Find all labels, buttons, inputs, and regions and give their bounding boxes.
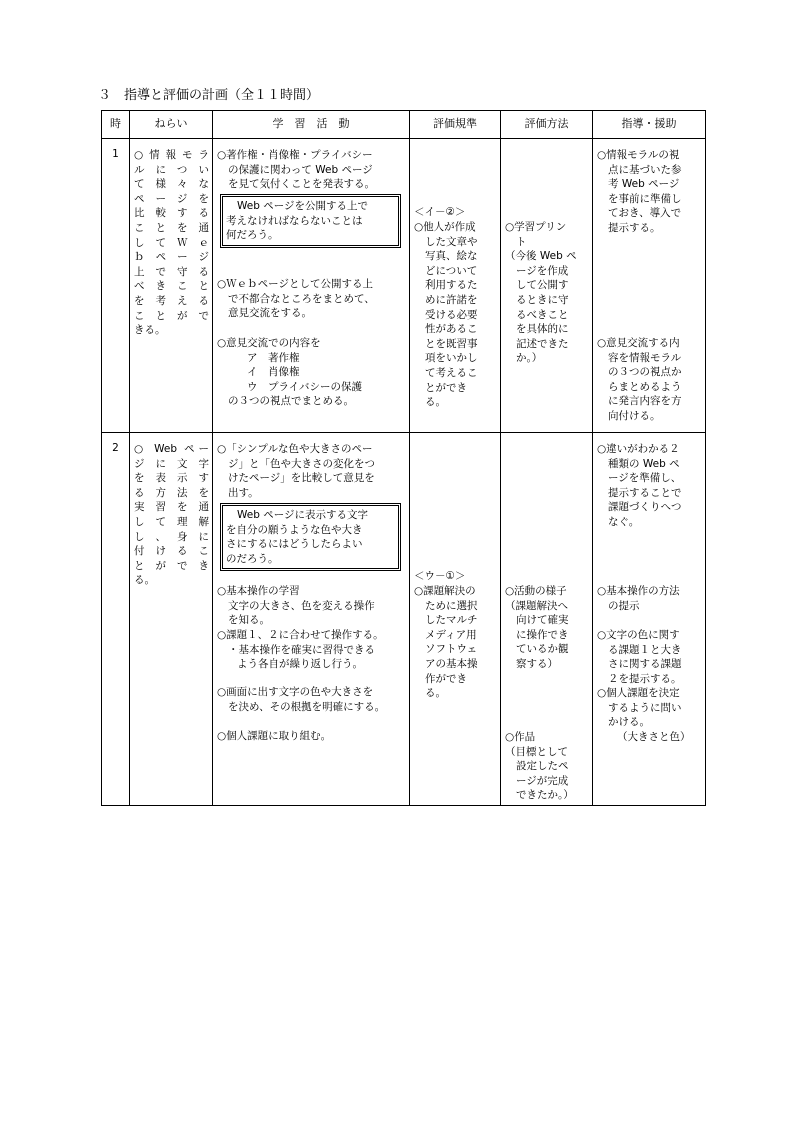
header-activity: 学 習 活 動 — [213, 111, 410, 139]
period-cell — [102, 139, 130, 433]
method-text: ○活動の様子 （課題解決へ 向けて確実 に操作でき ているか観 察する） — [505, 585, 569, 670]
question-box: Web ページに表示する文字 を自分の願うような色や大き さにするにはどうしたらよい のだろう。 — [220, 503, 401, 571]
question-box: Web ページを公開する上で 考えなければならないことは 何だろう。 — [220, 194, 401, 248]
header-aim: ねらい — [130, 111, 213, 139]
support-cell — [593, 139, 706, 433]
criteria-cell — [410, 433, 501, 806]
header-criteria: 評価規準 — [410, 111, 501, 139]
support-text: ○意見交流する内 容を情報モラル の３つの視点か らまとめるよう に発言内容を方 向付ける。 — [597, 337, 682, 422]
header-support: 指導・援助 — [593, 111, 706, 139]
method-text: ○作品 （目標として 設定したペ ージが完成 できたか。） — [505, 731, 574, 802]
method-cell — [501, 139, 593, 433]
activity-cell — [213, 139, 410, 433]
table-row — [102, 139, 706, 433]
activity-text: ○基本操作の学習 文字の大きさ、色を変える操作 を知る。 — [217, 585, 375, 627]
criteria-text: ○課題解決の ために選択 したマルチ メディア用 ソフトウェ アの基本操 作ができ る。 — [414, 585, 478, 700]
support-text: ○個人課題を決定 するように問い かける。 （大きさと色） — [597, 687, 691, 743]
support-text: ○基本操作の方法 の提示 — [597, 585, 680, 612]
criteria-cell — [410, 139, 501, 433]
period-number: 2 — [112, 442, 119, 454]
method-text: ○学習プリン ト （今後 Web ペ ージを作成 して公開す るときに守 るべきこと を具体的に 記述できた か。） — [505, 221, 577, 365]
aim-text: ○情報モラ ルについ て様々な ページを 比較する ことを通 してＷｅ ｂページ 上で守る べきこと を考える ことがで きる。 — [134, 149, 209, 337]
support-text: ○情報モラルの視 点に基づいた参 考 Web ページ を事前に準備し ておき、導入で 提示する。 — [597, 149, 682, 234]
header-method: 評価方法 — [501, 111, 593, 139]
table-row — [102, 433, 706, 806]
aim-cell — [130, 139, 213, 433]
criteria-text: ○他人が作成 した文章や 写真、絵な どについて 利用するた めに許諾を 受ける必要 性があるこ とを既習事 項をいかし て考えるこ とができ る。 — [414, 221, 478, 409]
criteria-label: ＜ウ－①＞ — [414, 570, 466, 582]
support-cell — [593, 433, 706, 806]
activity-text: ○個人課題に取り組む。 — [217, 730, 332, 742]
support-text: ○違いがわかる２ 種類の Web ペ ージを準備し、 提示することで 課題づくりへつ なぐ。 — [597, 443, 682, 528]
activity-text: ○意見交流での内容を ア 著作権 イ 肖像権 ウ プライバシーの保護 の３つの視点でまとめる。 — [217, 337, 362, 408]
section-heading: ３ 指導と評価の計画（全１１時間） — [98, 88, 320, 103]
activity-cell — [213, 433, 410, 806]
period-number: 1 — [112, 148, 119, 160]
activity-text: ○課題１、２に合わせて操作する。 ・基本操作を確実に習得できる よう各自が繰り返し行う。 — [217, 629, 384, 671]
aim-cell — [130, 433, 213, 806]
activity-text: ○Ｗｅｂページとして公開する上 で不都合なところをまとめて、 意見交流をする。 — [217, 278, 375, 320]
aim-text: ○ Web ペー ジに文字 を表示す る方法を 実習を通 して理解 し、身に 付けるこ とができ る。 — [134, 443, 209, 587]
criteria-label: ＜イ－②＞ — [414, 206, 466, 218]
period-cell — [102, 433, 130, 806]
support-text: ○文字の色に関す る課題１と大き さに関する課題 ２を提示する。 — [597, 629, 682, 685]
lesson-plan-table — [101, 110, 705, 805]
table-header-row — [102, 111, 706, 139]
method-cell — [501, 433, 593, 806]
activity-text: ○著作権・肖像権・プライバシー の保護に関わって Web ページ を見て気付くことを発表する。 — [217, 149, 375, 191]
activity-text: ○「シンプルな色や大きさのペー ジ」と「色や大きさの変化をつ けたページ」を比較して意見を 出す。 — [217, 443, 375, 499]
header-period: 時 — [102, 111, 130, 139]
activity-text: ○画面に出す文字の色や大きさを を決め、その根拠を明確にする。 — [217, 686, 386, 713]
